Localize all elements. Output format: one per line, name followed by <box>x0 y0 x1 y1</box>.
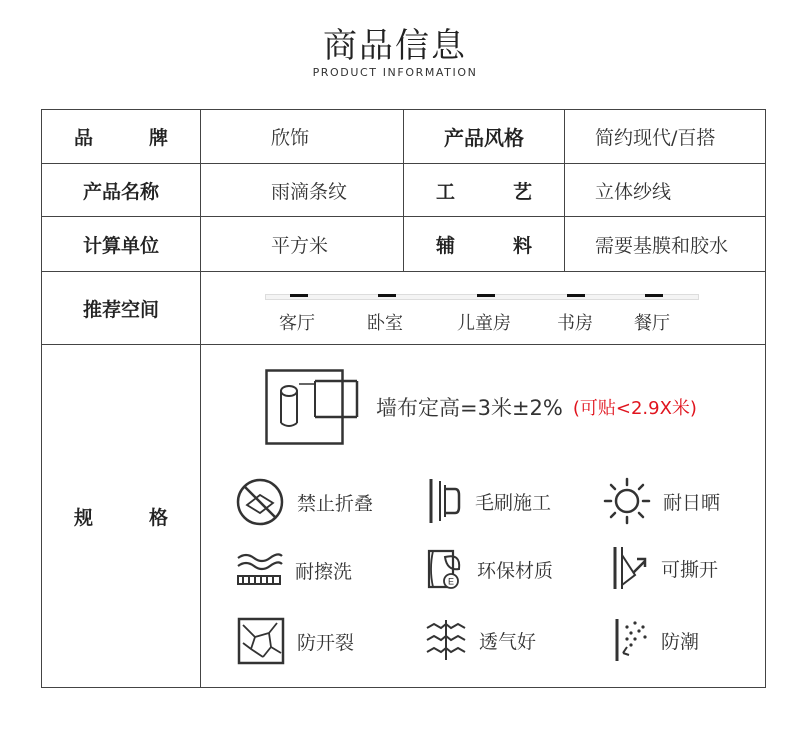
peel-icon <box>611 545 649 591</box>
name-label: 产品名称 <box>82 180 159 203</box>
height-spec: 墙布定高=3米±2% (可贴<2.9X米) <box>376 396 697 420</box>
room-label: 卧室 <box>367 313 403 334</box>
svg-text:E: E <box>448 576 455 587</box>
room-label: 餐厅 <box>634 313 670 334</box>
room-marker <box>567 294 585 297</box>
eco-leaf-icon <box>425 547 465 591</box>
column-divider <box>564 110 565 271</box>
column-divider <box>200 110 201 687</box>
sun-icon <box>603 477 651 525</box>
feature-sun-proof: 耐日晒 <box>603 477 720 525</box>
room-marker <box>290 294 308 297</box>
moisture-icon <box>613 617 649 663</box>
wallcloth-roll-icon <box>265 369 359 447</box>
feature-peelable: 可撕开 <box>611 545 718 591</box>
room-label: 儿童房 <box>457 313 511 334</box>
feature-eco: E 环保材质 <box>425 547 553 591</box>
page-title: 商品信息 <box>323 26 467 66</box>
style-value: 简约现代/百搭 <box>595 127 716 149</box>
feature-brush: 毛刷施工 <box>427 477 551 525</box>
name-value: 雨滴条纹 <box>271 180 348 203</box>
feature-breathable: 透气好 <box>425 618 536 662</box>
unit-label: 计算单位 <box>82 234 159 257</box>
brand-label: 品 牌 <box>74 127 168 149</box>
room-label: 客厅 <box>279 313 315 334</box>
breathable-icon <box>425 618 467 662</box>
feature-scrub: 耐擦洗 <box>235 550 352 590</box>
brand-value: 欣饰 <box>271 127 310 149</box>
craft-value: 立体纱线 <box>595 180 672 203</box>
aux-label: 辅 料 <box>436 234 532 257</box>
brush-icon <box>427 477 463 525</box>
craft-label: 工 艺 <box>436 180 532 203</box>
style-label: 产品风格 <box>444 126 524 150</box>
aux-value: 需要基膜和胶水 <box>595 234 729 257</box>
scrub-icon <box>235 550 283 590</box>
page-subtitle: PRODUCT INFORMATION <box>312 66 478 79</box>
product-info-table <box>41 109 766 688</box>
room-marker <box>645 294 663 297</box>
crack-icon <box>237 617 285 665</box>
room-label: 书房 <box>557 313 593 334</box>
room-marker <box>477 294 495 297</box>
no-fold-icon <box>235 477 285 527</box>
space-label: 推荐空间 <box>82 298 159 321</box>
spec-label: 规 格 <box>74 506 168 529</box>
height-note: (可贴<2.9X米) <box>572 398 697 419</box>
feature-anti-crack: 防开裂 <box>237 617 354 665</box>
feature-no-fold: 禁止折叠 <box>235 477 373 527</box>
room-marker <box>378 294 396 297</box>
feature-moisture-proof: 防潮 <box>613 617 699 663</box>
unit-value: 平方米 <box>271 234 329 257</box>
